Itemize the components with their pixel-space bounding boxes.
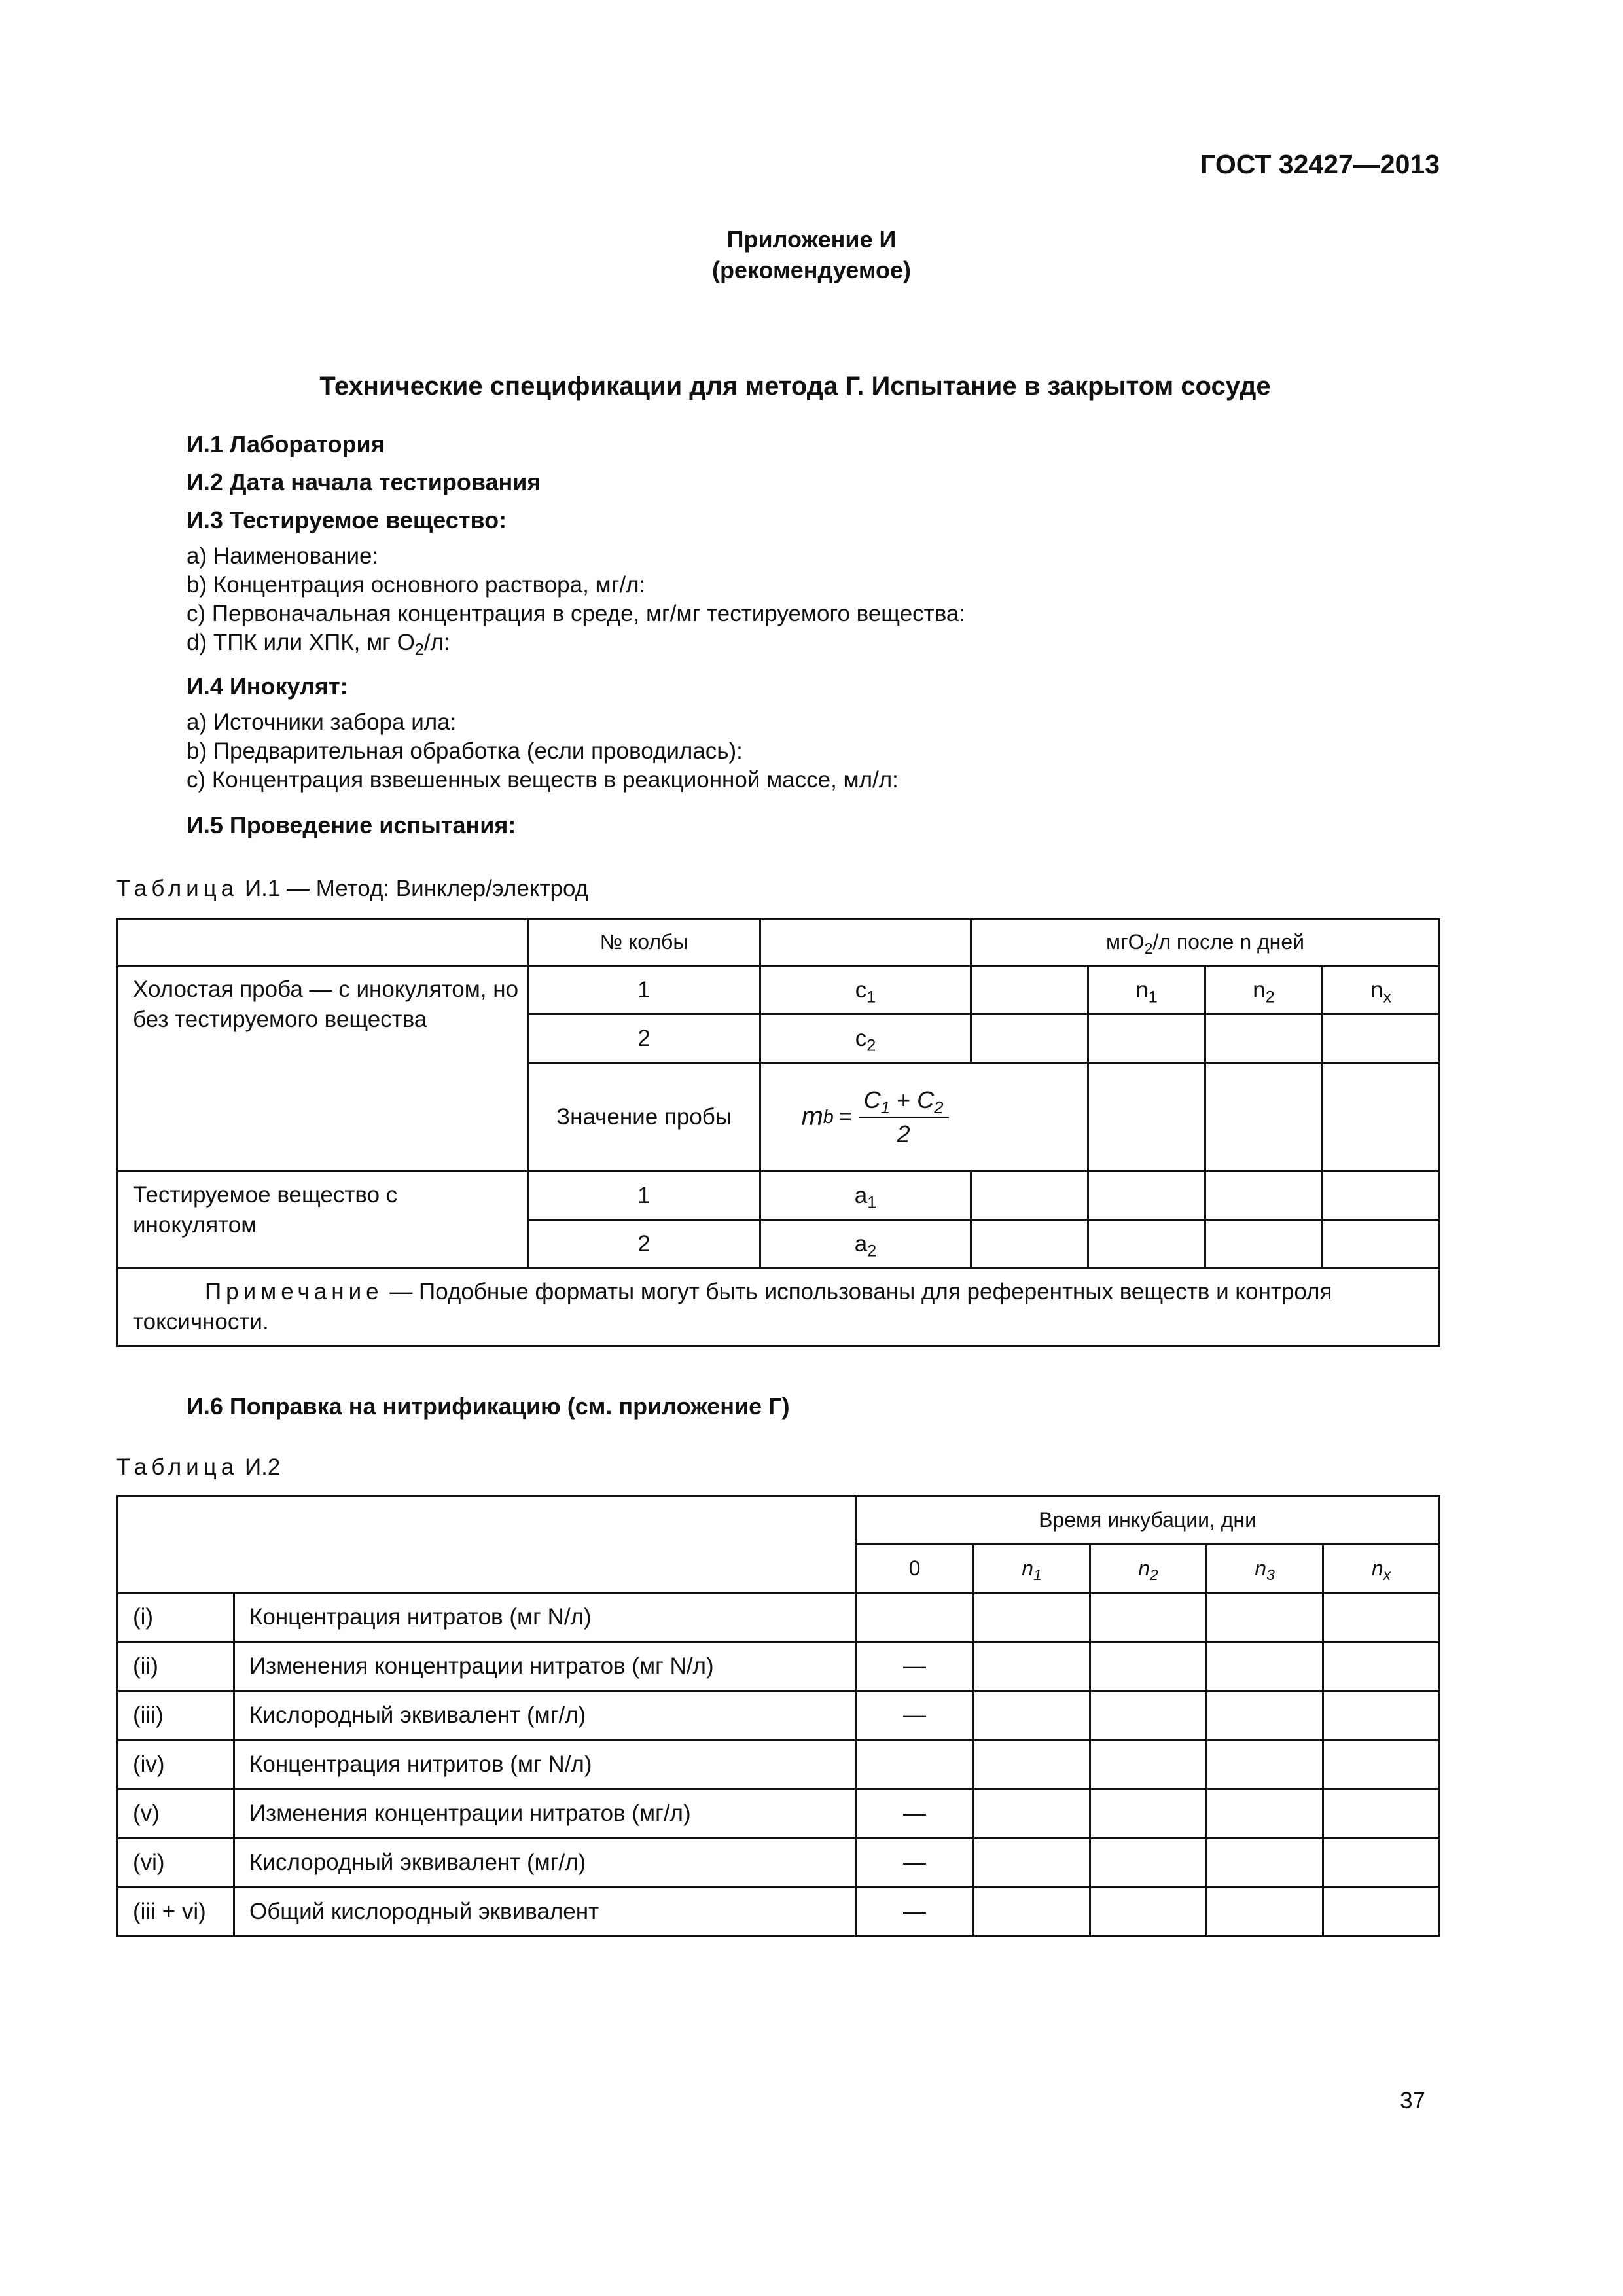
- table2-day-n3: $n_3$: [1207, 1545, 1323, 1593]
- value-c1: $c_1$: [760, 966, 971, 1014]
- cell-empty: [974, 1691, 1090, 1740]
- table1-header-blank: [760, 919, 971, 966]
- row-label: Общий кислородный эквивалент: [234, 1888, 856, 1937]
- cell-empty: [971, 1220, 1088, 1268]
- s4-item-c: c) Концентрация взвешенных веществ в реакционной массе, мл/л:: [187, 767, 899, 793]
- cell-empty: [1090, 1839, 1207, 1888]
- cell-empty: [1090, 1642, 1207, 1691]
- cell-empty: [1088, 1172, 1205, 1220]
- day-n2: $n_2$: [1205, 966, 1323, 1014]
- cell-empty: [1323, 1888, 1440, 1937]
- blank-value-formula: m b = $\frac{C_1 + C_2}{2}$: [760, 1063, 1088, 1172]
- table1-header-days: мгO$_2$/л после n дней: [971, 919, 1440, 966]
- row-label: Изменения концентрации нитратов (мг N/л): [234, 1642, 856, 1691]
- day-nx: $n_x$: [1323, 966, 1440, 1014]
- cell-empty: [1207, 1691, 1323, 1740]
- cell-empty: [971, 1014, 1088, 1063]
- table2-day-nx: $n_x$: [1323, 1545, 1440, 1593]
- cell-empty: [1323, 1740, 1440, 1789]
- table1-note: Примечание — Подобные форматы могут быть использованы для референтных веществ и контроля токсичности.: [118, 1268, 1440, 1346]
- cell-empty: [1207, 1839, 1323, 1888]
- row-label: Изменения концентрации нитратов (мг/л): [234, 1789, 856, 1839]
- row-day-0-value: —: [856, 1888, 974, 1937]
- table-row: [118, 1740, 1440, 1789]
- section-1: И.1 Лаборатория: [187, 431, 385, 457]
- section-6: И.6 Поправка на нитрификацию (см. приложение Г): [187, 1393, 790, 1420]
- value-a1: $a_1$: [760, 1172, 971, 1220]
- row-code: (iii + vi): [118, 1888, 234, 1937]
- s3-item-a: a) Наименование:: [187, 543, 379, 569]
- appendix-title: Приложение И: [726, 226, 897, 253]
- cell-empty: [1323, 1063, 1440, 1172]
- cell-empty: [971, 966, 1088, 1014]
- flask-number: 1: [528, 966, 760, 1014]
- table2-day-0: 0: [856, 1545, 974, 1593]
- table1-header-flask: № колбы: [528, 919, 760, 966]
- value-c2: $c_2$: [760, 1014, 971, 1063]
- cell-empty: [1323, 1789, 1440, 1839]
- cell-empty: [1090, 1888, 1207, 1937]
- cell-empty: [1207, 1789, 1323, 1839]
- section-4: И.4 Инокулят:: [187, 673, 348, 700]
- table-row: [118, 1642, 1440, 1691]
- standard-code: ГОСТ 32427—2013: [1200, 149, 1440, 179]
- row-label: Концентрация нитритов (мг N/л): [234, 1740, 856, 1789]
- cell-empty: [974, 1642, 1090, 1691]
- cell-empty: [1323, 1691, 1440, 1740]
- table2-caption: Таблица И.2: [116, 1454, 281, 1480]
- flask-number: 1: [528, 1172, 760, 1220]
- table2-header-row: [118, 1496, 1440, 1545]
- table-2: [116, 1495, 1440, 1937]
- table-row: [118, 1789, 1440, 1839]
- day-n1: $n_1$: [1088, 966, 1205, 1014]
- cell-empty: [1088, 1014, 1205, 1063]
- row-day-0-value: [856, 1593, 974, 1642]
- cell-empty: [1088, 1220, 1205, 1268]
- cell-empty: [1323, 1014, 1440, 1063]
- section-4-items: [187, 708, 899, 795]
- table-row: [118, 1839, 1440, 1888]
- cell-empty: [1323, 1172, 1440, 1220]
- row-code: (iii): [118, 1691, 234, 1740]
- table1-note-row: [118, 1268, 1440, 1346]
- cell-empty: [1205, 1172, 1323, 1220]
- cell-empty: [974, 1839, 1090, 1888]
- row-label: Концентрация нитратов (мг N/л): [234, 1593, 856, 1642]
- row-code: (i): [118, 1593, 234, 1642]
- table1-header-row: [118, 919, 1440, 966]
- blank-sample-label: Холостая проба — с инокулятом, но без тестируемого вещества: [118, 966, 528, 1172]
- row-label: Кислородный эквивалент (мг/л): [234, 1691, 856, 1740]
- cell-empty: [971, 1172, 1088, 1220]
- page-number: 37: [1400, 2088, 1425, 2113]
- row-day-0-value: [856, 1740, 974, 1789]
- section-3-items: [187, 542, 965, 657]
- appendix-status: (рекомендуемое): [712, 257, 911, 283]
- table2-body: [118, 1593, 1440, 1937]
- document-title: Технические спецификации для метода Г. Испытание в закрытом сосуде: [319, 372, 1271, 401]
- table2-day-n1: $n_1$: [974, 1545, 1090, 1593]
- cell-empty: [1088, 1063, 1205, 1172]
- cell-empty: [1207, 1593, 1323, 1642]
- cell-empty: [1205, 1014, 1323, 1063]
- row-day-0-value: —: [856, 1691, 974, 1740]
- row-code: (ii): [118, 1642, 234, 1691]
- section-3: И.3 Тестируемое вещество:: [187, 507, 507, 533]
- cell-empty: [1207, 1642, 1323, 1691]
- cell-empty: [1323, 1220, 1440, 1268]
- table-row: [118, 1888, 1440, 1937]
- row-code: (v): [118, 1789, 234, 1839]
- row-code: (iv): [118, 1740, 234, 1789]
- cell-empty: [1323, 1839, 1440, 1888]
- table-row: [118, 1691, 1440, 1740]
- test-substance-label: Тестируемое вещество с инокулятом: [118, 1172, 528, 1268]
- table-row: [118, 1172, 1440, 1220]
- cell-empty: [1090, 1691, 1207, 1740]
- flask-number: 2: [528, 1220, 760, 1268]
- cell-empty: [1323, 1593, 1440, 1642]
- table2-header-empty: [118, 1496, 856, 1593]
- cell-empty: [974, 1740, 1090, 1789]
- cell-empty: [1205, 1063, 1323, 1172]
- table-row: [118, 966, 1440, 1014]
- cell-empty: [974, 1888, 1090, 1937]
- cell-empty: [1090, 1593, 1207, 1642]
- table2-day-n2: $n_2$: [1090, 1545, 1207, 1593]
- cell-empty: [1207, 1888, 1323, 1937]
- row-day-0-value: —: [856, 1642, 974, 1691]
- table-1: [116, 918, 1440, 1347]
- s4-item-a: a) Источники забора ила:: [187, 709, 457, 735]
- cell-empty: [1207, 1740, 1323, 1789]
- flask-number: 2: [528, 1014, 760, 1063]
- section-2: И.2 Дата начала тестирования: [187, 469, 541, 495]
- cell-empty: [1323, 1642, 1440, 1691]
- table2-header-time: Время инкубации, дни: [856, 1496, 1440, 1545]
- cell-empty: [974, 1593, 1090, 1642]
- row-day-0-value: —: [856, 1789, 974, 1839]
- cell-empty: [974, 1789, 1090, 1839]
- table-row: [118, 1593, 1440, 1642]
- s4-item-b: b) Предварительная обработка (если проводилась):: [187, 738, 743, 764]
- section-5: И.5 Проведение испытания:: [187, 812, 516, 838]
- table1-header-empty: [118, 919, 528, 966]
- row-day-0-value: —: [856, 1839, 974, 1888]
- blank-value-label: Значение пробы: [528, 1063, 760, 1172]
- cell-empty: [1090, 1740, 1207, 1789]
- s3-item-b: b) Концентрация основного раствора, мг/л:: [187, 572, 646, 598]
- row-code: (vi): [118, 1839, 234, 1888]
- table1-caption: Таблица И.1 — Метод: Винклер/электрод: [116, 876, 589, 901]
- row-label: Кислородный эквивалент (мг/л): [234, 1839, 856, 1888]
- cell-empty: [1205, 1220, 1323, 1268]
- value-a2: $a_2$: [760, 1220, 971, 1268]
- s3-item-c: c) Первоначальная концентрация в среде, мг/мг тестируемого вещества:: [187, 601, 966, 626]
- s3-item-d: d) ТПК или ХПК, мг $O_2/л$:: [187, 630, 450, 659]
- cell-empty: [1090, 1789, 1207, 1839]
